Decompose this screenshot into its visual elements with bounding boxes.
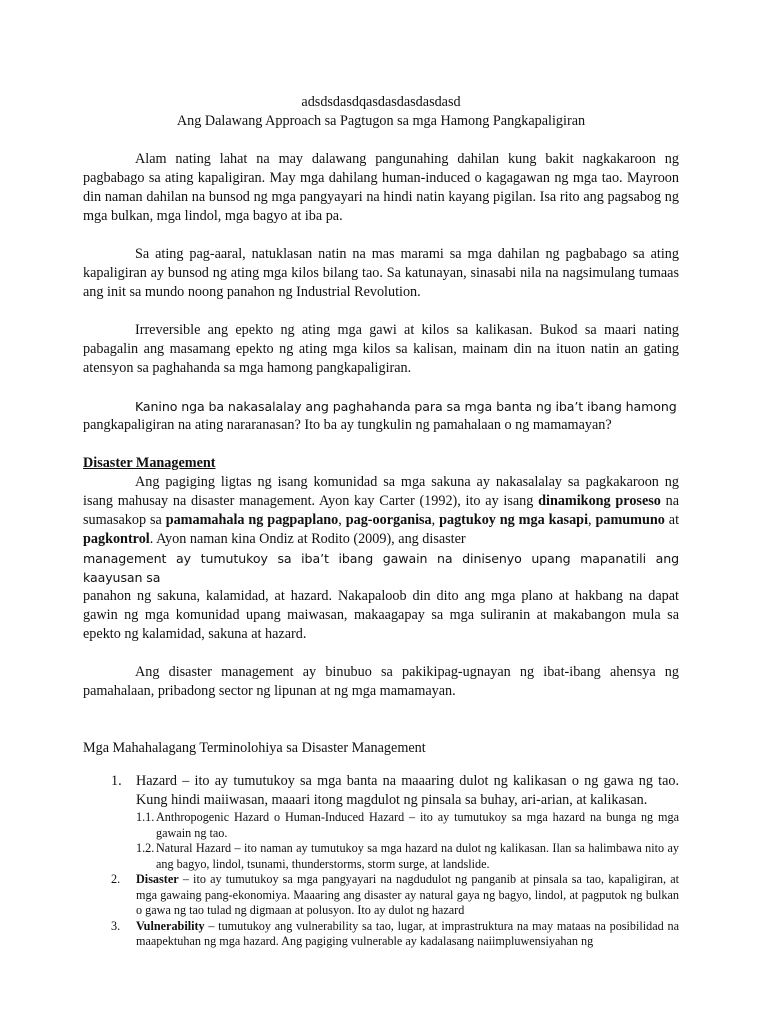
paragraph-4-line-2: pangkapaligiran na ating nararanasan? Ito ba ay tungkulin ng pamahalaan o ng mamamayan? [83, 417, 612, 433]
term-number: 3. [111, 918, 121, 933]
term-disaster-label: Disaster [136, 872, 179, 886]
term-number: 2. [111, 872, 121, 886]
term-hazard-definition: – ito ay tumutukoy sa mga banta na maaaring dulot ng kalikasan o ng gawa ng tao. Kung hindi maiiwasan, maaari itong magdulot ng pinsala sa buhay, ari-arian, at kalikasan. [136, 773, 680, 808]
section-heading-disaster-management: Disaster Management [83, 455, 216, 471]
dm-bold-6: pagkontrol [83, 531, 150, 547]
term-vulnerability [83, 919, 679, 950]
dm-text-3: at [668, 512, 680, 528]
term-number: 1. [111, 773, 122, 789]
term-vulnerability-text [136, 919, 679, 950]
paragraph-3: Irreversible ang epekto ng ating mga gawi at kilos sa kalikasan. Bukod sa maari nating pabagalin ang masamang epekto ng ating mga kilos sa kalisan, mainam din na ituon natin an gating atensyon sa paghahanda sa mga hamong pangkapaligiran. [83, 322, 679, 376]
term-disaster [83, 872, 679, 919]
term-disaster-text [136, 872, 679, 919]
term-hazard-text [136, 772, 679, 810]
paragraph-4-line-1: Kanino nga ba nakasalalay ang paghahanda para sa mga banta ng iba’t ibang hamong [135, 399, 677, 414]
dm-text-4: . Ayon naman kina Ondiz at Rodito (2009), ang disaster [149, 531, 466, 547]
dm-paragraph-2: Ang disaster management ay binubuo sa pakikipag-ugnayan ng ibat-ibang ahensya ng pamahalaan, pribadong sector ng lipunan at ng mga mamamayan. [83, 664, 679, 699]
terms-list [83, 772, 679, 950]
dm-bold-2: pamamahala ng pagpaplano [165, 512, 339, 528]
subterm-number: 1.1. [136, 810, 155, 824]
hazard-subtypes [136, 810, 679, 872]
terms-heading: Mga Mahahalagang Terminolohiya sa Disaster Management [83, 740, 426, 756]
dm-sans-line: management ay tumutukoy sa iba’t ibang gawain na dinisenyo upang mapanatili ang kaayusan sa [83, 551, 679, 585]
dm-paragraph-1-end: panahon ng sakuna, kalamidad, at hazard. Nakapaloob din dito ang mga plano at hakbang na dapat gawin ng mga komunidad upang maiwasan, makaagapay sa mga suliranin at makabangon mula sa epekto ng kalamidad, sakuna at hazard. [83, 588, 679, 642]
dm-paragraph-1: Ang pagiging ligtas ng isang komunidad sa mga sakuna ay nakasalalay sa pagkakaroon ng isang mahusay na disaster management. Ayon kay Carter (1992), ito ay isang dinamikong proseso na sumasakop sa pamamahala ng pagpaplano, pag-oorganisa, pagtukoy ng mga kasapi, pamumuno at pagkontrol. Ayon naman kina Ondiz at Rodito (2009), ang disaster [83, 474, 680, 547]
subterm-anthropogenic [136, 810, 679, 841]
dm-text-2: na sumasakop sa [83, 493, 680, 528]
term-vulnerability-definition: – tumutukoy ang vulnerability sa tao, lugar, at imprastruktura na may mataas na posibilidad na maapektuhan ng mga hazard. Ang pagiging vulnerable ay kadalasang naiimpluwensiyahan ng [136, 918, 680, 948]
subterm-anthropogenic-text: Anthropogenic Hazard o Human-Induced Hazard – ito ay tumutukoy sa mga hazard na bunga ng mga gawain ng tao. [156, 810, 679, 840]
subterm-natural [136, 841, 679, 872]
term-vulnerability-label: Vulnerability [136, 918, 205, 933]
paragraph-4 [83, 397, 679, 435]
term-disaster-definition: – ito ay tumutukoy sa mga pangyayari na nagdudulot ng panganib at pinsala sa tao, kapaligiran, at mga gawaing pang-ekonomiya. Maaaring ang disaster ay natural gaya ng bagyo, lindol, at pagputok ng bulkan o gawa ng tao tulad ng digmaan at polusyon. Ito ay dulot ng hazard [136, 872, 680, 917]
term-hazard-label: Hazard [136, 773, 177, 789]
dm-bold-4: pagtukoy ng mga kasapi [439, 512, 589, 528]
subterm-number: 1.2. [136, 841, 155, 855]
dm-bold-5: pamumuno [595, 512, 665, 528]
paragraph-1: Alam nating lahat na may dalawang pangunahing dahilan kung bakit nagkakaroon ng pagbabago sa ating kapaligiran. May mga dahilang human-induced o kagagawan ng mga tao. Mayroon din naman dahilan na bunsod ng mga pangyayari na hindi natin kayang pigilan. Isa rito ang pagsabog ng mga bulkan, mga lindol, mga bagyo at iba pa. [83, 151, 679, 224]
header-line: adsdsdasdqasdasdasdasdasd [301, 94, 461, 110]
subterm-natural-text: Natural Hazard – ito naman ay tumutukoy sa mga hazard na dulot ng kalikasan. Ilan sa halimbawa nito ay ang bagyo, lindol, tsunami, thunderstorms, storm surge, at landslide. [156, 841, 679, 871]
document-title: Ang Dalawang Approach sa Pagtugon sa mga Hamong Pangkapaligiran [176, 113, 586, 129]
dm-text-1: Ang pagiging ligtas ng isang komunidad sa mga sakuna ay nakasalalay sa pagkakaroon ng isang mahusay na disaster management. Ayon kay Carter (1992), ito ay isang [83, 474, 679, 509]
dm-bold-3: pag-oorganisa [345, 512, 432, 528]
dm-bold-1: dinamikong proseso [538, 493, 661, 509]
paragraph-2: Sa ating pag-aaral, natuklasan natin na mas marami sa mga dahilan ng pagbabago sa ating kapaligiran ay bunsod ng ating mga kilos bilang tao. Sa katunayan, sinasabi nila na nagsimulang tumaas ang init sa mundo noong panahon ng Industrial Revolution. [83, 246, 679, 300]
term-hazard [83, 772, 679, 872]
